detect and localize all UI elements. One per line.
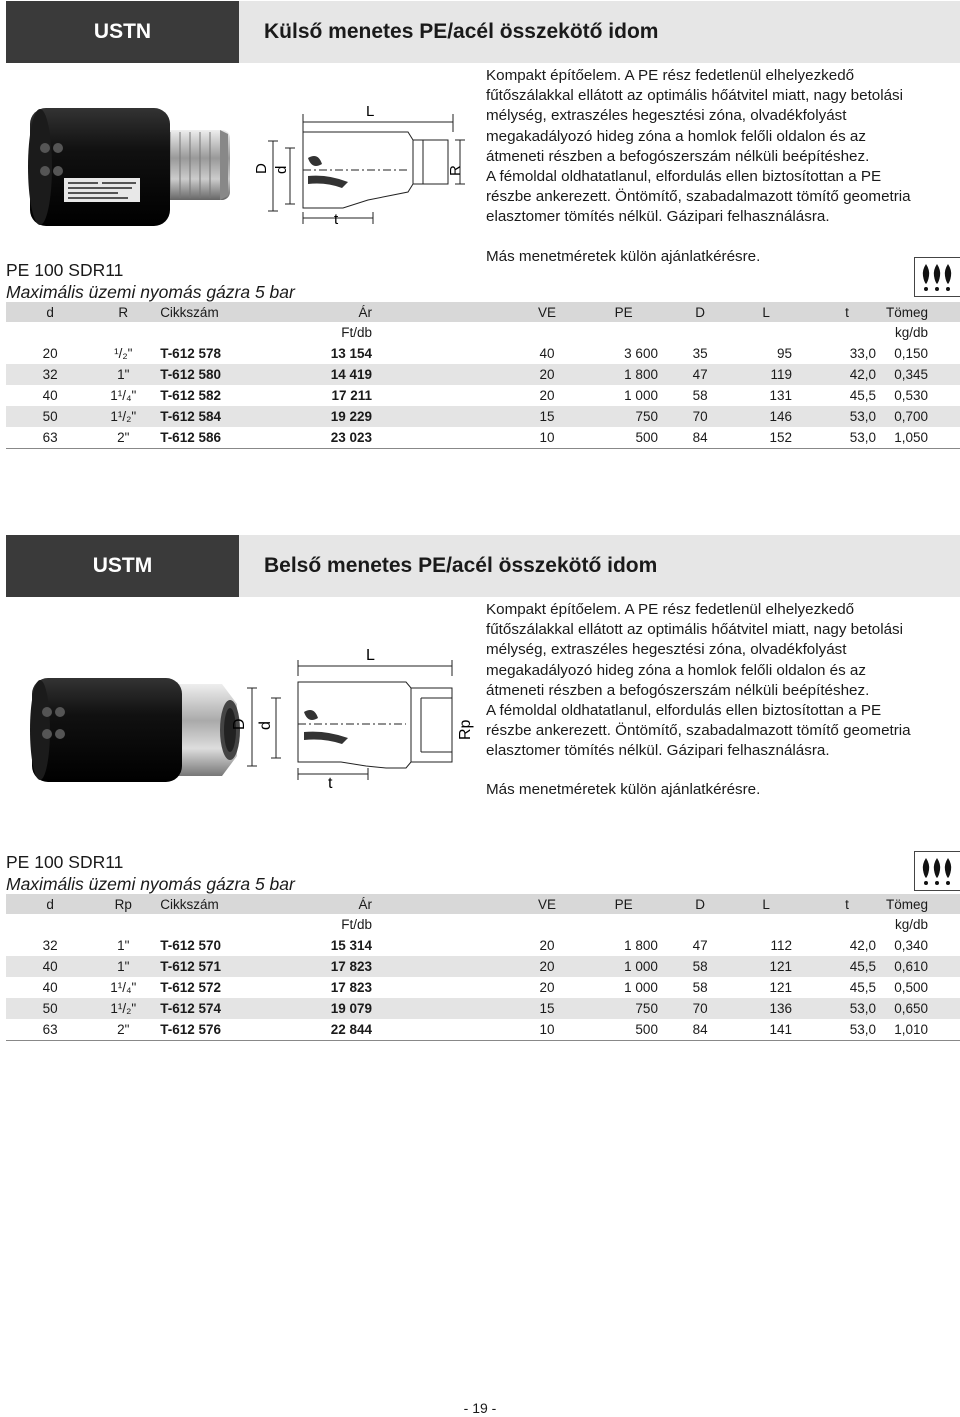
technical-drawing xyxy=(226,642,482,792)
cell-code: T-612 571 xyxy=(152,956,285,977)
col-t: t xyxy=(808,302,886,322)
cell-t: 42,0 xyxy=(849,938,876,953)
cell-d: 63 xyxy=(6,1019,94,1041)
col-L: L xyxy=(724,894,808,914)
cell-price: 19 079 xyxy=(285,998,378,1019)
col-ve: VE xyxy=(523,302,571,322)
cell-pe: 1 000 xyxy=(571,956,676,977)
unit-weight: kg/db xyxy=(886,322,960,343)
desc-line: fűtőszálakkal ellátott az optimális hőátvitel miatt, nagy betolási xyxy=(486,621,904,639)
desc-line: mélység, extraszéles hegesztési zóna, olvadékfolyást xyxy=(486,641,847,659)
col-thread: R xyxy=(94,302,152,322)
drawing-label-Rp: Rp xyxy=(457,719,474,740)
cell-D: 70 xyxy=(676,406,724,427)
unit-price: Ft/db xyxy=(285,914,378,935)
cell-d: 32 xyxy=(42,938,58,953)
cell-D: 47 xyxy=(676,364,724,385)
desc-line: megakadályozó hideg zóna a homlok felőli oldalon és az xyxy=(486,661,866,679)
unit-price: Ft/db xyxy=(285,322,378,343)
cell-L: 136 xyxy=(724,998,808,1019)
drawing-label-D: D xyxy=(231,718,248,730)
product-photo xyxy=(22,664,244,794)
more-sizes-note: Más menetméretek külön ajánlatkérésre. xyxy=(486,248,761,265)
cell-ve: 20 xyxy=(523,956,571,977)
cell-L: 146 xyxy=(724,406,808,427)
table-row xyxy=(6,427,960,449)
table-row xyxy=(6,406,960,427)
cell-d: 20 xyxy=(42,346,58,361)
cell-t: 53,0 xyxy=(808,406,886,427)
cell-d: 40 xyxy=(42,388,58,403)
cell-t: 45,5 xyxy=(849,980,876,995)
spec-pressure: Maximális üzemi nyomás gázra 5 bar xyxy=(6,874,295,894)
col-D: D xyxy=(676,894,724,914)
desc-line: elasztomer tömítés nélkül. Gázipari felhasználásra. xyxy=(486,742,830,760)
cell-pe: 750 xyxy=(571,406,676,427)
desc-line: részbe ankerezett. Öntömítő, szabadalmazott tömítő geometria xyxy=(486,722,911,740)
cell-pe: 1 000 xyxy=(624,980,658,995)
cell-ve: 20 xyxy=(523,364,571,385)
table-row xyxy=(6,364,960,385)
col-code: Cikkszám xyxy=(152,894,285,914)
cell-ve: 20 xyxy=(539,938,555,953)
product-description xyxy=(486,600,956,762)
col-thread: Rp xyxy=(94,894,152,914)
table-row xyxy=(6,343,960,364)
cell-t: 42,0 xyxy=(808,364,886,385)
section-header xyxy=(6,535,960,597)
cell-t: 53,0 xyxy=(808,427,886,449)
cell-d: 50 xyxy=(6,998,94,1019)
table-row xyxy=(6,977,960,998)
cell-thread: ¹/₂" xyxy=(114,346,133,361)
cell-pe: 750 xyxy=(571,998,676,1019)
cell-price: 13 154 xyxy=(330,346,373,361)
cell-d: 32 xyxy=(6,364,94,385)
cell-t: 53,0 xyxy=(808,1019,886,1041)
cell-D: 70 xyxy=(676,998,724,1019)
cell-L: 152 xyxy=(724,427,808,449)
cell-ve: 40 xyxy=(539,346,555,361)
table-header-row xyxy=(6,894,960,914)
cell-L: 141 xyxy=(724,1019,808,1041)
table-unit-row xyxy=(6,914,960,935)
section-header xyxy=(6,1,960,63)
spec-pressure: Maximális üzemi nyomás gázra 5 bar xyxy=(6,282,295,302)
cell-code: T-612 586 xyxy=(152,427,285,449)
drawing-label-L: L xyxy=(366,103,375,120)
drawing-label-R: R xyxy=(447,165,464,176)
cell-code: T-612 582 xyxy=(160,388,221,403)
cell-code: T-612 572 xyxy=(160,980,222,995)
cell-L: 95 xyxy=(776,346,792,361)
product-code: USTM xyxy=(6,535,239,597)
cell-price: 23 023 xyxy=(285,427,378,449)
cell-price: 14 419 xyxy=(285,364,378,385)
cell-L: 112 xyxy=(770,938,792,953)
cell-weight: 0,530 xyxy=(894,388,928,403)
desc-line: mélység, extraszéles hegesztési zóna, olvadékfolyást xyxy=(486,107,847,125)
cell-weight: 0,610 xyxy=(886,956,960,977)
cell-ve: 20 xyxy=(539,388,555,403)
desc-line: Kompakt építőelem. A PE rész fedetlenül elhelyezkedő xyxy=(486,67,855,84)
gas-flame-icon xyxy=(914,257,960,297)
col-d: d xyxy=(6,894,94,914)
cell-weight: 1,010 xyxy=(886,1019,960,1041)
cell-code: T-612 578 xyxy=(160,346,221,361)
cell-thread: 2" xyxy=(94,1019,152,1041)
desc-line: Kompakt építőelem. A PE rész fedetlenül elhelyezkedő xyxy=(486,601,855,618)
cell-ve: 20 xyxy=(539,980,555,995)
cell-weight: 0,500 xyxy=(894,980,928,995)
table-row xyxy=(6,385,960,406)
cell-thread: 1¹/₄" xyxy=(110,980,137,995)
cell-D: 35 xyxy=(692,346,708,361)
cell-thread: 1¹/₄" xyxy=(110,388,137,403)
col-D: D xyxy=(676,302,724,322)
cell-ve: 15 xyxy=(523,406,571,427)
cell-D: 84 xyxy=(676,1019,724,1041)
cell-pe: 1 800 xyxy=(571,364,676,385)
drawing-label-t: t xyxy=(334,211,339,228)
table-row xyxy=(6,1019,960,1041)
table-row xyxy=(6,935,960,956)
cell-ve: 15 xyxy=(523,998,571,1019)
cell-thread: 1¹/₂" xyxy=(94,998,152,1019)
cell-pe: 500 xyxy=(571,1019,676,1041)
cell-code: T-612 574 xyxy=(152,998,285,1019)
cell-thread: 2" xyxy=(94,427,152,449)
desc-line: átmeneti részben a befogószerszám nélküli beépítéshez. xyxy=(486,147,870,165)
desc-line: fűtőszálakkal ellátott az optimális hőátvitel miatt, nagy betolási xyxy=(486,87,904,105)
cell-L: 131 xyxy=(769,388,792,403)
cell-t: 45,5 xyxy=(808,956,886,977)
col-t: t xyxy=(808,894,886,914)
spec-material: PE 100 SDR11 xyxy=(6,852,124,872)
product-code: USTN xyxy=(6,1,239,63)
col-code: Cikkszám xyxy=(152,302,285,322)
cell-weight: 0,650 xyxy=(886,998,960,1019)
cell-D: 58 xyxy=(692,388,708,403)
cell-D: 58 xyxy=(692,980,708,995)
cell-thread: 1" xyxy=(94,956,152,977)
cell-ve: 10 xyxy=(523,1019,571,1041)
cell-d: 40 xyxy=(6,956,94,977)
col-pe: PE xyxy=(571,302,676,322)
cell-L: 121 xyxy=(769,980,792,995)
cell-weight: 0,345 xyxy=(886,364,960,385)
cell-pe: 500 xyxy=(571,427,676,449)
cell-pe: 1 000 xyxy=(624,388,658,403)
product-table xyxy=(6,302,960,449)
cell-t: 53,0 xyxy=(808,998,886,1019)
cell-t: 45,5 xyxy=(849,388,876,403)
table-row xyxy=(6,998,960,1019)
cell-weight: 0,150 xyxy=(894,346,928,361)
cell-price: 15 314 xyxy=(330,938,373,953)
cell-d: 40 xyxy=(42,980,58,995)
technical-drawing xyxy=(248,96,484,230)
cell-thread: 1" xyxy=(117,938,130,953)
product-title: Belső menetes PE/acél összekötő idom xyxy=(264,554,658,577)
cell-pe: 3 600 xyxy=(624,346,658,361)
desc-line: A fémoldal oldhatatlanul, elfordulás ellen biztosítottan a PE xyxy=(486,168,882,186)
cell-d: 50 xyxy=(6,406,94,427)
spec-material: PE 100 SDR11 xyxy=(6,260,124,280)
cell-weight: 0,340 xyxy=(894,938,928,953)
cell-thread: 1" xyxy=(94,364,152,385)
unit-weight: kg/db xyxy=(886,914,960,935)
drawing-label-t: t xyxy=(328,775,333,792)
cell-price: 22 844 xyxy=(285,1019,378,1041)
col-price: Ár xyxy=(285,894,378,914)
cell-thread: 1¹/₂" xyxy=(94,406,152,427)
desc-line: A fémoldal oldhatatlanul, elfordulás ellen biztosítottan a PE xyxy=(486,702,882,720)
cell-D: 47 xyxy=(692,938,708,953)
product-photo xyxy=(20,96,240,236)
gas-flame-icon xyxy=(914,851,960,891)
col-weight: Tömeg xyxy=(886,302,960,322)
cell-price: 19 229 xyxy=(285,406,378,427)
cell-t: 33,0 xyxy=(849,346,876,361)
col-d: d xyxy=(6,302,94,322)
cell-price: 17 823 xyxy=(285,956,378,977)
col-price: Ár xyxy=(285,302,378,322)
product-title: Külső menetes PE/acél összekötő idom xyxy=(264,20,659,43)
spec-block xyxy=(6,259,295,303)
cell-code: T-612 584 xyxy=(152,406,285,427)
cell-price: 17 211 xyxy=(331,388,373,403)
cell-D: 58 xyxy=(676,956,724,977)
cell-L: 121 xyxy=(724,956,808,977)
col-ve: VE xyxy=(523,894,571,914)
desc-line: elasztomer tömítés nélkül. Gázipari felhasználásra. xyxy=(486,208,830,226)
cell-weight: 1,050 xyxy=(886,427,960,449)
table-header-row xyxy=(6,302,960,322)
desc-line: részbe ankerezett. Öntömítő, szabadalmazott tömítő geometria xyxy=(486,188,911,206)
page-number: - 19 - xyxy=(463,1400,497,1416)
drawing-label-d: d xyxy=(273,165,290,174)
drawing-label-D: D xyxy=(253,163,270,174)
drawing-label-d: d xyxy=(257,721,274,730)
cell-L: 119 xyxy=(724,364,808,385)
cell-weight: 0,700 xyxy=(886,406,960,427)
cell-code: T-612 570 xyxy=(160,938,222,953)
col-L: L xyxy=(724,302,808,322)
cell-d: 63 xyxy=(6,427,94,449)
cell-D: 84 xyxy=(676,427,724,449)
product-table xyxy=(6,894,960,1041)
cell-price: 17 823 xyxy=(330,980,373,995)
table-row xyxy=(6,956,960,977)
table-unit-row xyxy=(6,322,960,343)
drawing-label-L: L xyxy=(366,647,375,664)
col-weight: Tömeg xyxy=(886,894,960,914)
desc-line: átmeneti részben a befogószerszám nélküli beépítéshez. xyxy=(486,681,870,699)
cell-ve: 10 xyxy=(523,427,571,449)
spec-block xyxy=(6,851,295,895)
product-description xyxy=(486,66,956,228)
more-sizes-note: Más menetméretek külön ajánlatkérésre. xyxy=(486,781,761,798)
col-pe: PE xyxy=(571,894,676,914)
cell-pe: 1 800 xyxy=(624,938,658,953)
cell-code: T-612 580 xyxy=(152,364,285,385)
cell-code: T-612 576 xyxy=(152,1019,285,1041)
desc-line: megakadályozó hideg zóna a homlok felőli oldalon és az xyxy=(486,127,866,145)
